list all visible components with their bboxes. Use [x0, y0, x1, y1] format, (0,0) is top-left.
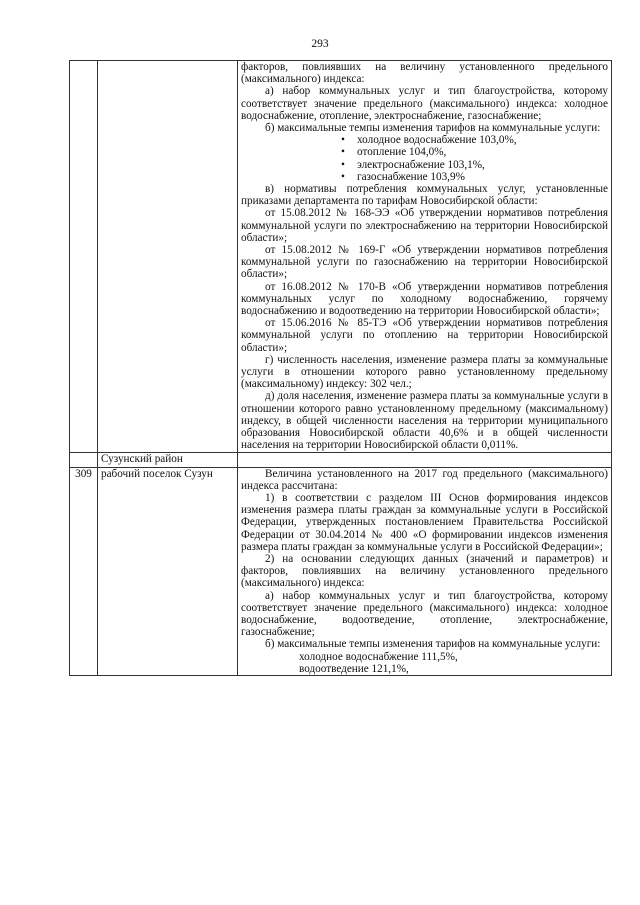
paragraph: от 15.06.2016 № 85-ТЭ «Об утверждении нормативов потребления коммунальной услуги по отоплению на территории Новосибирской области»;: [241, 317, 608, 354]
description-cell: [238, 61, 612, 453]
paragraph: от 16.08.2012 № 170-В «Об утверждении нормативов потребления коммунальных услуг по холодному водоснабжению, горячему водоснабжению и водоотведению на территории Новосибирской области»;: [241, 280, 608, 318]
paragraph: в) нормативы потребления коммунальных услуг, установленные приказами департамента по тарифам Новосибирской области:: [241, 183, 608, 208]
list-item: • электроснабжение 103,1%,: [241, 159, 608, 171]
municipality-name: рабочий поселок Сузун: [98, 467, 238, 675]
paragraph: г) численность населения, изменение размера платы за коммунальные услуги в отношении которого равно установленному предельному (максимальному) индексу: 302 чел.;: [241, 353, 608, 391]
list-item: водоотведение 121,1%,: [299, 662, 409, 675]
row-number: 309: [70, 467, 98, 675]
paragraph: от 15.08.2012 № 168-ЭЭ «Об утверждении нормативов потребления коммунальной услуги по электроснабжению на территории Новосибирской области»;: [241, 207, 608, 244]
row-number: [70, 61, 98, 453]
paragraph: а) набор коммунальных услуг и тип благоустройства, которому соответствует значение предельного (максимального) индекса: холодное водоснабжение, водоотведение, отопление, электроснабжение, газоснабжение;: [241, 589, 608, 639]
paragraph: факторов, повлиявших на величину установленного предельного (максимального) индекса:: [241, 61, 608, 86]
list-item: • холодное водоснабжение 103,0%,: [241, 134, 608, 146]
municipality-name: [98, 61, 238, 453]
list-item: • газоснабжение 103,9%: [241, 171, 608, 183]
table-row: [70, 61, 612, 453]
paragraph: б) максимальные темпы изменения тарифов на коммунальные услуги:: [265, 638, 601, 651]
paragraph: а) набор коммунальных услуг и тип благоустройства, которому соответствует значение предельного (максимального) индекса: холодное водоснабжение, отопление, электроснабжение, газоснабжение;: [241, 85, 608, 122]
list-item: холодное водоснабжение 111,5%,: [299, 650, 458, 663]
paragraph: 1) в соответствии с разделом III Основ формирования индексов изменения размера платы граждан за коммунальные услуги в Российской Федерации, утвержденных постановлением Правительства Российской Федерации от 30.04.2014 № 400 «О формировании индексов изменения размера платы граждан за коммунальные услуги в Российской Федерации»;: [241, 491, 608, 553]
table-row: [70, 467, 612, 675]
description-cell: [238, 467, 612, 675]
list-item: • отопление 104,0%,: [241, 146, 608, 158]
page-number: 293: [311, 38, 329, 50]
description-cell: [238, 452, 612, 467]
region-name: Сузунский район: [98, 452, 238, 467]
row-number: [70, 452, 98, 467]
table-row: [70, 452, 612, 467]
paragraph: д) доля населения, изменение размера платы за коммунальные услуги в отношении которого равно установленному предельному (максимальному) индексу, в общей численности населения на территории муниципального образования Новосибирской области 40,6% и в общей численности населения на территории Новосибирской области 0,011%.: [241, 390, 608, 452]
paragraph: от 15.08.2012 № 169-Г «Об утверждении нормативов потребления коммунальной услуги по газоснабжению на территории Новосибирской области»;: [241, 244, 608, 281]
paragraph: 2) на основании следующих данных (значений и параметров) и факторов, повлиявших на величину установленного предельного (максимального) индекса:: [241, 552, 608, 590]
paragraph: Величина установленного на 2017 год предельного (максимального) индекса рассчитана:: [241, 467, 608, 492]
paragraph: б) максимальные темпы изменения тарифов на коммунальные услуги:: [265, 122, 601, 135]
tariff-index-table: [69, 60, 612, 676]
